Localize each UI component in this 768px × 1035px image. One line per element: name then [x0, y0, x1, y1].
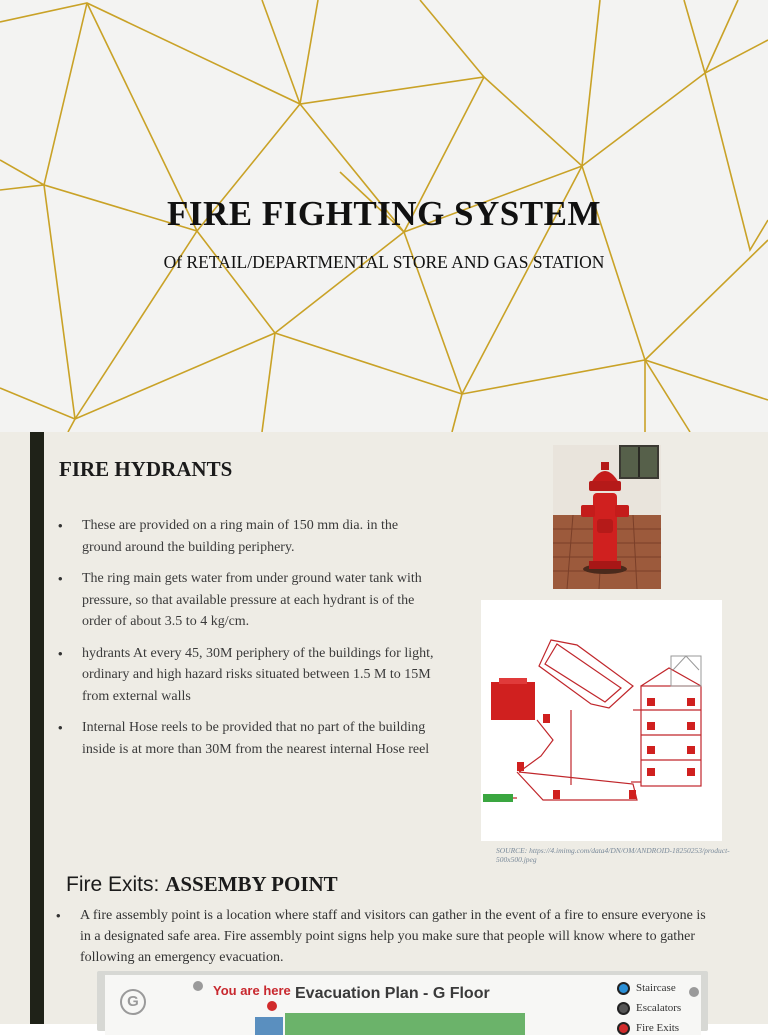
list-item: • Internal Hose reels to be provided that no part of the building inside is at more than 30M from the nearest internal Hose reel: [58, 717, 438, 760]
page-title: FIRE FIGHTING SYSTEM: [167, 194, 601, 233]
assembly-point-description: • A fire assembly point is a location where staff and visitors can gather in the event of a fire to ensure everyone is in a designated safe area. Fire assembly point signs help you make sure that people will know where to gather following an emergency evacuation.: [56, 905, 720, 968]
heading-emphasis: ASSEMBY POINT: [165, 872, 338, 896]
legend-staircase: Staircase: [617, 982, 676, 995]
floor-map-area: [285, 1013, 525, 1035]
list-item: • hydrants At every 45, 30M periphery of the buildings for light, ordinary and high hazard risks situated between 1.5 M to 15M from external walls: [58, 643, 438, 708]
section-heading: FIRE HYDRANTS: [59, 457, 233, 481]
hydrant-network-diagram: [481, 600, 722, 841]
you-are-here-label: You are here: [213, 983, 291, 998]
fire-exits-slide: [0, 865, 768, 1035]
bullet-list: [58, 515, 438, 770]
evacuation-plan-sign: [97, 971, 708, 1035]
evacuation-plan-title: Evacuation Plan - G Floor: [295, 985, 490, 1002]
pin-icon: [193, 981, 203, 991]
fire-exit-icon: [617, 1022, 630, 1035]
fire-hydrants-slide: [0, 432, 768, 865]
legend-fire-exits: Fire Exits: [617, 1022, 679, 1035]
section-heading: [66, 872, 338, 897]
floor-map-area: [255, 1017, 283, 1035]
list-item: • These are provided on a ring main of 150 mm dia. in the ground around the building periphery.: [58, 515, 438, 558]
you-are-here-marker-icon: [267, 1001, 277, 1011]
pin-icon: [689, 987, 699, 997]
list-item: • The ring main gets water from under ground water tank with pressure, so that available pressure at each hydrant is of the order of about 3.5 to 4 kg/cm.: [58, 568, 438, 633]
staircase-icon: [617, 982, 630, 995]
accent-bar: [30, 432, 44, 865]
legend-escalators: Escalators: [617, 1002, 681, 1015]
heading-prefix: Fire Exits:: [66, 873, 166, 896]
title-slide: [0, 0, 768, 432]
escalator-icon: [617, 1002, 630, 1015]
accent-bar: [30, 865, 44, 1024]
fire-hydrant-photo: [553, 445, 661, 589]
logo-icon: G: [120, 989, 146, 1015]
image-source-caption: SOURCE: https://4.imimg.com/data4/DN/OM/ANDROID-18250253/product-500x500.jpeg: [496, 846, 730, 864]
page-subtitle: Of RETAIL/DEPARTMENTAL STORE AND GAS STATION: [163, 252, 605, 272]
